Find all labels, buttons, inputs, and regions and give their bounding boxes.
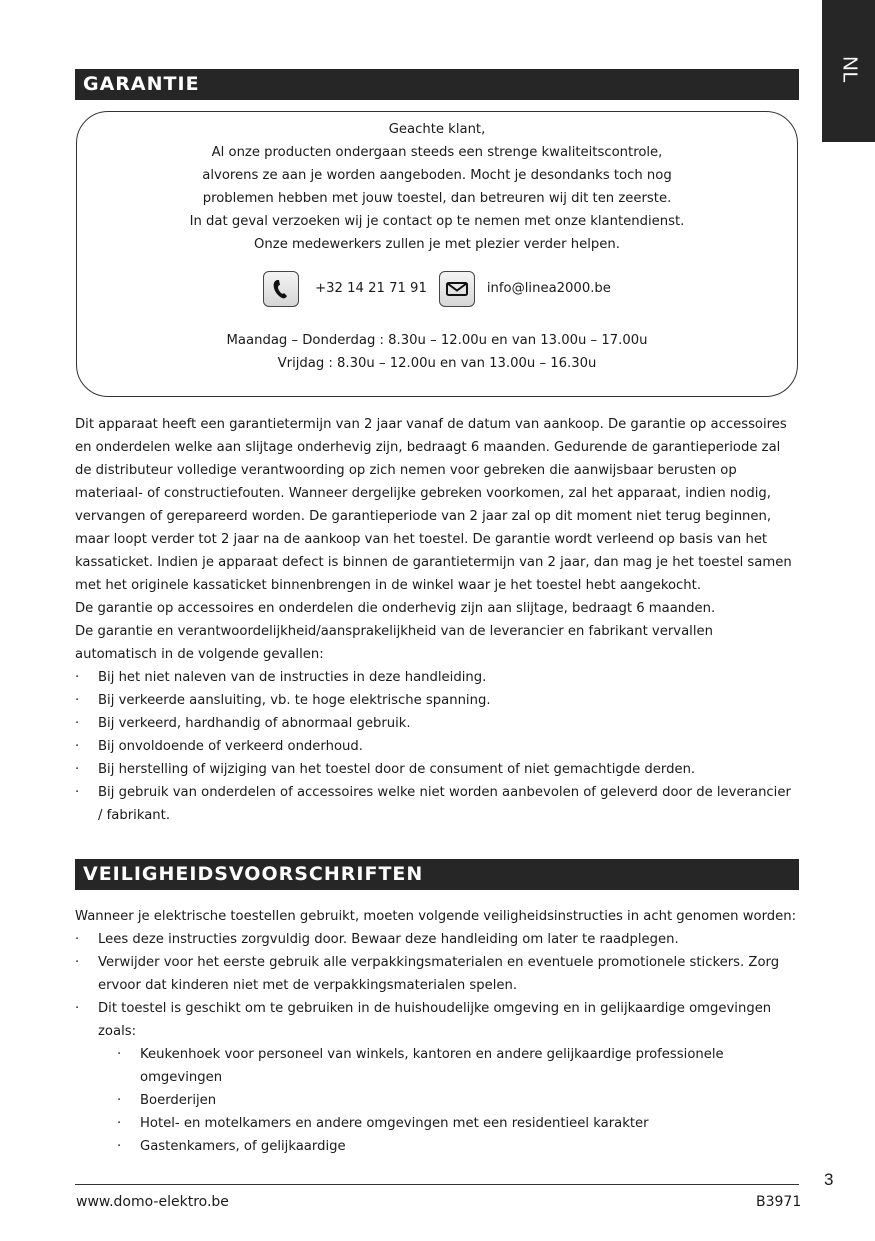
list-item: · Lees deze instructies zorgvuldig door. Bewaar deze handleiding om later te raadplegen. <box>75 928 799 951</box>
list-item: · Bij het niet naleven van de instructies in deze handleiding. <box>75 666 799 689</box>
list-item: · Bij verkeerd, hardhandig of abnormaal gebruik. <box>75 712 799 735</box>
opening-hours <box>77 329 797 375</box>
list-item: · Bij verkeerde aansluiting, vb. te hoge elektrische spanning. <box>75 689 799 712</box>
email-link[interactable]: info@linea2000.be <box>486 281 611 297</box>
contact-box <box>76 111 798 397</box>
footer-website[interactable]: www.domo-elektro.be <box>76 1194 229 1210</box>
footer-divider <box>75 1184 799 1185</box>
sub-list-item: · Boerderijen <box>117 1089 799 1112</box>
list-item: · Bij gebruik van onderdelen of accessoires welke niet worden aanbevolen of geleverd door de leverancier / fabrikant. <box>75 781 799 827</box>
garantie-paragraph: De garantie en verantwoordelijkheid/aansprakelijkheid van de leverancier en fabrikant vervallen automatisch in de volgende gevallen: <box>75 624 713 662</box>
phone-icon <box>263 271 299 307</box>
garantie-body <box>75 413 799 827</box>
sub-list-item: · Hotel- en motelkamers en andere omgevingen met een residentieel karakter <box>117 1112 799 1135</box>
intro-line: alvorens ze aan je worden aangeboden. Mocht je desondanks toch nog <box>202 168 672 184</box>
safety-intro: Wanneer je elektrische toestellen gebruikt, moeten volgende veiligheidsinstructies in acht genomen worden: <box>75 909 797 924</box>
contact-row <box>77 269 797 309</box>
intro-line: Geachte klant, <box>388 122 486 137</box>
safety-body <box>75 905 799 1158</box>
language-tab <box>822 0 875 142</box>
intro-line: Al onze producten ondergaan steeds een strenge kwaliteitscontrole, <box>211 145 663 161</box>
intro-line: Onze medewerkers zullen je met plezier verder helpen. <box>254 237 620 253</box>
intro-line: problemen hebben met jouw toestel, dan betreuren wij dit ten zeerste. <box>202 191 672 207</box>
contact-intro <box>77 118 797 257</box>
garantie-paragraph: Dit apparaat heeft een garantietermijn van 2 jaar vanaf de datum van aankoop. De garantie op accessoires en onderdelen welke aan slijtage onderhevig zijn, bedraagt 6 maanden. Gedurende de garantieperiode zal de distributeur volledige verantwoording op zich nemen voor gebreken die aanwijsbaar berusten op materiaal- of constructiefouten. Wanneer dergelijke gebreken voorkomen, zal het apparaat, indien nodig, vervangen of gerepareerd worden. De garantieperiode van 2 jaar zal op dit moment niet terug beginnen, maar loopt verder tot 2 jaar na de aankoop van het toestel. De garantie wordt verleend op basis van het kassaticket. Indien je apparaat defect is binnen de garantietermijn van 2 jaar, dan mag je het toestel samen met het originele kassaticket binnenbrengen in de winkel waar je het toestel hebt aangekocht. <box>75 417 792 593</box>
hours-line: Maandag – Donderdag : 8.30u – 12.00u en van 13.00u – 17.00u <box>226 332 648 348</box>
garantie-heading: GARANTIE <box>75 69 799 100</box>
list-item: · Bij herstelling of wijziging van het toestel door de consument of niet gemachtigde derden. <box>75 758 799 781</box>
list-item: · Bij onvoldoende of verkeerd onderhoud. <box>75 735 799 758</box>
garantie-paragraph: De garantie op accessoires en onderdelen die onderhevig zijn aan slijtage, bedraagt 6 maanden. <box>75 601 716 616</box>
list-item: · Verwijder voor het eerste gebruik alle verpakkingsmaterialen en eventuele promotionele stickers. Zorg ervoor dat kinderen niet met de verpakkingsmaterialen spelen. <box>75 951 799 997</box>
intro-line: In dat geval verzoeken wij je contact op te nemen met onze klantendienst. <box>189 214 685 230</box>
mail-icon <box>439 271 475 307</box>
footer-model: B3971 <box>756 1194 802 1210</box>
safety-heading: VEILIGHEIDSVOORSCHRIFTEN <box>75 859 799 890</box>
language-label: NL <box>838 56 860 84</box>
list-item: · Dit toestel is geschikt om te gebruiken in de huishoudelijke omgeving en in gelijkaardige omgevingen zoals: <box>75 997 799 1043</box>
page-number: 3 <box>824 1170 834 1189</box>
phone-number[interactable]: +32 14 21 71 91 <box>315 281 427 297</box>
sub-list-item: · Gastenkamers, of gelijkaardige <box>117 1135 799 1158</box>
hours-line: Vrijdag : 8.30u – 12.00u en van 13.00u – 16.30u <box>277 355 597 371</box>
sub-list-item: · Keukenhoek voor personeel van winkels, kantoren en andere gelijkaardige professionele omgevingen <box>117 1043 799 1089</box>
